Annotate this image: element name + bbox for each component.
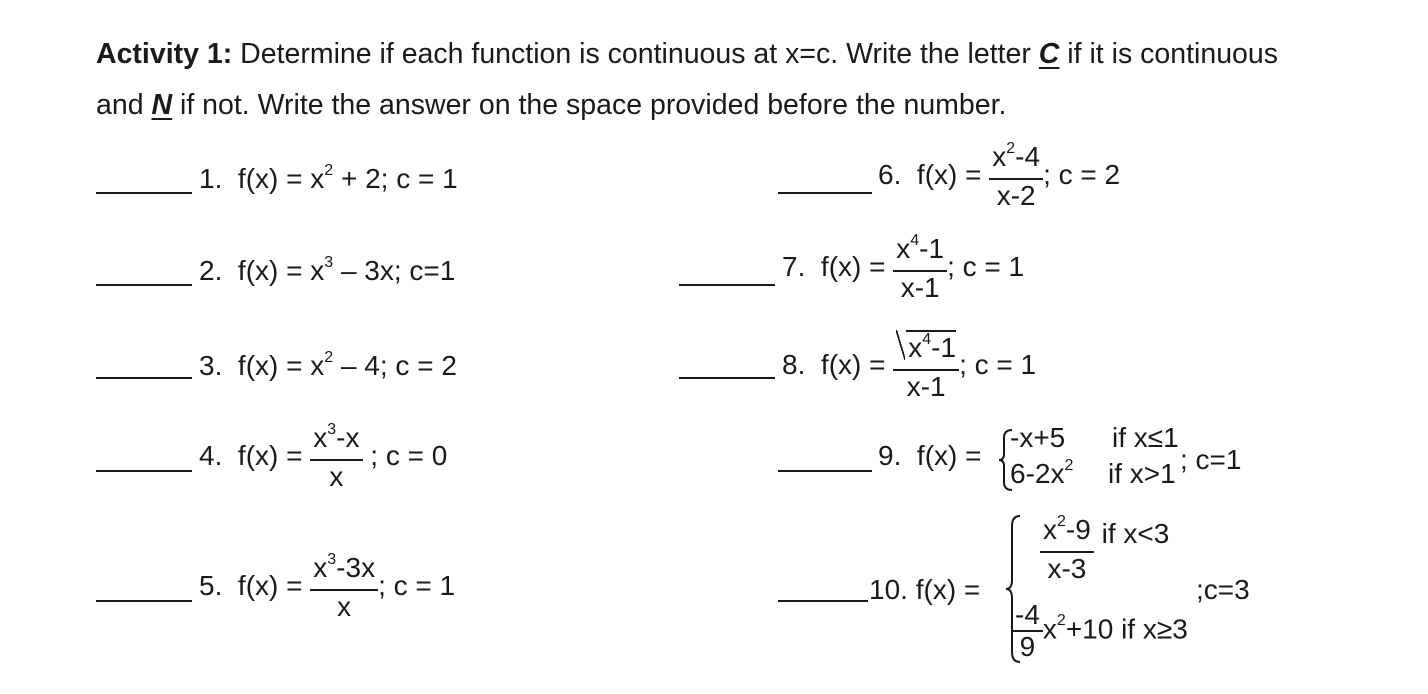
fraction xyxy=(893,233,947,304)
item-6 xyxy=(878,141,1120,212)
answer-blank-6[interactable] xyxy=(778,192,872,194)
exponent: 2 xyxy=(1006,140,1016,157)
numerator xyxy=(893,330,959,369)
item-5 xyxy=(199,552,455,623)
num-rest: -9 xyxy=(1065,514,1091,545)
item-number: 3. xyxy=(199,350,223,381)
item-number: 4. xyxy=(199,439,223,471)
function-rhs: ; c = 1 xyxy=(947,250,1025,282)
exponent: 3 xyxy=(324,254,334,271)
instruction-text-end: if it is continuous xyxy=(1059,38,1278,70)
exponent: 2 xyxy=(324,349,334,366)
item-7 xyxy=(782,233,1024,304)
function-lhs: f(x) = xyxy=(915,574,981,605)
function-text-suffix: – 3x; c=1 xyxy=(333,255,456,286)
item-number: 8. xyxy=(782,348,806,380)
num-rest: -x xyxy=(336,422,360,453)
exponent: 2 xyxy=(1057,513,1066,530)
denominator: x-3 xyxy=(1040,551,1094,585)
case-2 xyxy=(1012,600,1188,662)
function-rhs: ; c=1 xyxy=(1180,444,1242,475)
exponent: 3 xyxy=(327,551,337,568)
exponent: 2 xyxy=(1056,612,1066,630)
square-root xyxy=(906,330,956,369)
function-text-suffix: – 4; c = 2 xyxy=(333,350,457,381)
function-rhs: ; c = 1 xyxy=(959,348,1037,380)
item-number: 6. xyxy=(878,158,902,190)
instruction-line-2 xyxy=(96,91,1006,119)
exponent: 4 xyxy=(910,232,920,249)
item-10-rhs xyxy=(1196,574,1250,606)
numerator xyxy=(310,422,362,459)
instruction-line-1 xyxy=(96,40,1278,68)
numerator xyxy=(893,233,947,270)
item-1 xyxy=(199,163,458,195)
answer-blank-7[interactable] xyxy=(679,284,775,286)
case-condition: +10 if x≥3 xyxy=(1065,613,1188,645)
case-2-condition xyxy=(1108,458,1176,490)
function-rhs: ; c = 1 xyxy=(378,569,456,601)
case-2 xyxy=(1010,458,1073,490)
answer-blank-8[interactable] xyxy=(679,377,775,379)
function-lhs: f(x) = xyxy=(916,158,982,190)
num-base: x xyxy=(1043,514,1057,545)
answer-blank-5[interactable] xyxy=(96,600,192,602)
case-expression: -x+5 xyxy=(1010,422,1066,453)
letter-c: C xyxy=(1038,38,1060,70)
function-rhs: ; c = 0 xyxy=(362,439,448,471)
case-expression: x xyxy=(1042,613,1057,645)
function-text: f(x) = x xyxy=(237,255,325,286)
item-3 xyxy=(199,350,457,382)
fraction xyxy=(1012,600,1043,662)
fraction xyxy=(1040,514,1094,585)
numerator xyxy=(1040,514,1094,551)
item-number: 10. xyxy=(869,574,908,605)
case-1 xyxy=(1010,422,1065,454)
num-base: x xyxy=(896,233,911,264)
instruction-text-2: if not. Write the answer on the space provided before the number. xyxy=(172,89,1007,121)
num-rest: -1 xyxy=(931,332,957,363)
exponent: 2 xyxy=(324,162,334,179)
exponent: 2 xyxy=(1064,457,1074,474)
denominator: x-2 xyxy=(989,178,1043,212)
case-condition: if x≤1 xyxy=(1112,422,1179,453)
exponent: 4 xyxy=(922,331,932,348)
num-base: x xyxy=(908,332,923,363)
case-1-condition xyxy=(1112,422,1179,454)
function-lhs: f(x) = xyxy=(916,440,982,471)
fraction xyxy=(893,330,959,403)
exponent: 3 xyxy=(327,421,337,438)
function-lhs: f(x) = xyxy=(237,439,303,471)
item-9-rhs xyxy=(1180,444,1241,476)
activity-title: Activity 1: xyxy=(96,38,233,70)
denominator: x xyxy=(310,459,362,493)
function-lhs: f(x) = xyxy=(237,569,303,601)
num-base: x xyxy=(313,552,328,583)
case-1 xyxy=(1040,514,1169,585)
answer-blank-1[interactable] xyxy=(96,192,192,194)
answer-blank-3[interactable] xyxy=(96,377,192,379)
fraction xyxy=(310,422,362,493)
answer-blank-10[interactable] xyxy=(778,600,868,602)
item-9-label xyxy=(878,440,981,472)
function-lhs: f(x) = xyxy=(820,348,886,380)
item-number: 9. xyxy=(878,440,902,471)
num-base: x xyxy=(992,141,1007,172)
denominator: x xyxy=(310,589,378,623)
denominator: x-1 xyxy=(893,270,947,304)
numerator: -4 xyxy=(1015,599,1040,630)
denominator: 9 xyxy=(1012,630,1043,662)
case-condition: if x>1 xyxy=(1108,458,1176,489)
function-lhs: f(x) = xyxy=(820,250,886,282)
item-10-label xyxy=(869,574,980,606)
instruction-text-start: and xyxy=(96,89,152,121)
item-number: 1. xyxy=(199,163,223,194)
next-activity-heading-cutoff xyxy=(96,680,656,694)
function-text: f(x) = x xyxy=(237,350,325,381)
item-8 xyxy=(782,330,1036,403)
case-condition: if x<3 xyxy=(1101,517,1170,549)
function-text-suffix: + 2; c = 1 xyxy=(333,163,458,194)
letter-n: N xyxy=(151,89,173,121)
item-2 xyxy=(199,255,455,287)
item-number: 5. xyxy=(199,569,223,601)
item-4 xyxy=(199,422,447,493)
function-rhs: ; c = 2 xyxy=(1043,158,1121,190)
answer-blank-2[interactable] xyxy=(96,284,192,286)
answer-blank-9[interactable] xyxy=(778,470,872,472)
function-text: f(x) = x xyxy=(237,163,325,194)
instruction-text: Determine if each function is continuous at x=c. Write the letter xyxy=(232,38,1039,70)
item-number: 2. xyxy=(199,255,223,286)
num-base: x xyxy=(313,422,328,453)
item-number: 7. xyxy=(782,250,806,282)
case-expression: 6-2x xyxy=(1010,458,1065,489)
answer-blank-4[interactable] xyxy=(96,470,192,472)
num-rest: -3x xyxy=(336,552,376,583)
denominator: x-1 xyxy=(893,369,959,403)
function-rhs: ;c=3 xyxy=(1196,574,1250,605)
num-rest: -4 xyxy=(1015,141,1041,172)
num-rest: -1 xyxy=(919,233,945,264)
numerator xyxy=(310,552,378,589)
fraction xyxy=(989,141,1043,212)
numerator xyxy=(989,141,1043,178)
fraction xyxy=(310,552,378,623)
